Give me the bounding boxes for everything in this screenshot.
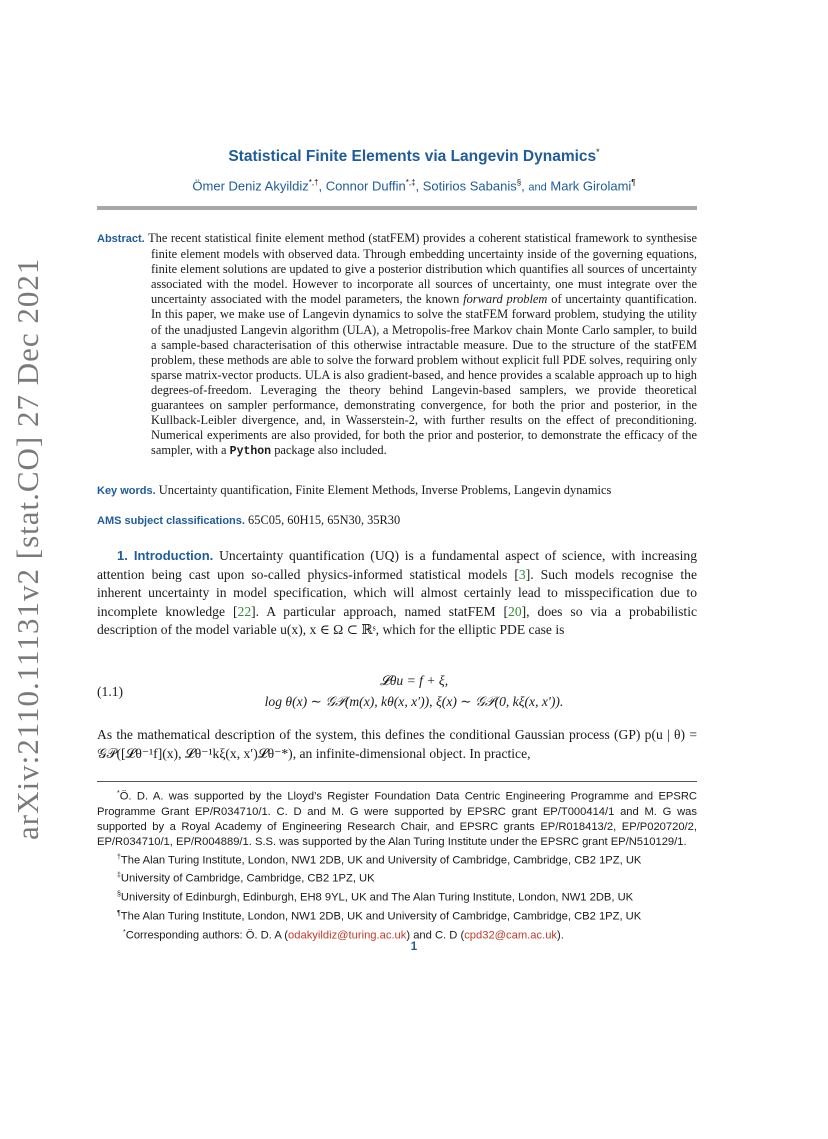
arxiv-identifier-stamp: arXiv:2110.11131v2 [stat.CO] 27 Dec 2021 — [10, 257, 45, 840]
funding-footnote — [97, 786, 697, 850]
title-footnote-mark: * — [596, 147, 600, 157]
affiliation-footnote — [97, 887, 697, 906]
footnote-text: ) and C. D ( — [406, 929, 465, 942]
footnote-text: Corresponding authors: Ö. D. A ( — [125, 929, 289, 942]
equation-line-2: log θ(x) ∼ 𝒢𝒫(m(x), kθ(x, x′)), ξ(x) ∼ 𝒢𝒫(0, kξ(x, x′)). — [264, 694, 564, 709]
author-name: Mark Girolami — [550, 178, 632, 194]
affiliation-footnote — [97, 868, 697, 887]
citation-link[interactable]: 22 — [237, 603, 252, 619]
abstract-text-3: package also included. — [274, 443, 387, 458]
ams-text: 65C05, 60H15, 65N30, 35R30 — [248, 513, 401, 527]
intro-text: ]. Such models recognise the inherent uncertainty in model specification, which will almost certainly lead to misspecification due to incomplete knowledge [ — [97, 566, 697, 619]
equation-line-1: 𝓛θu = f + ξ, — [379, 673, 449, 688]
paper-title — [0, 147, 828, 166]
footnote-mark: * — [123, 928, 126, 936]
abstract — [97, 231, 697, 459]
ams-classifications — [97, 513, 697, 529]
abstract-code: Python — [229, 445, 272, 459]
intro-text: ], does so via a probabilistic description of the model variable u(x), x ∈ Ω ⊂ ℝˢ, which for the elliptic PDE case is — [97, 603, 698, 638]
keywords-text: Uncertainty quantification, Finite Element Methods, Inverse Problems, Langevin dynamics — [158, 483, 612, 497]
footnote-text: University of Edinburgh, Edinburgh, EH8 9YL, UK and The Alan Turing Institute, London, NW1 2DB, UK — [120, 891, 634, 904]
abstract-label: Abstract. — [97, 233, 145, 245]
intro-text: Uncertainty quantification (UQ) is a fundamental aspect of science, with increasing attention being cast upon so-called physics-informed statistical models [ — [97, 548, 698, 582]
author-mark: *,‡ — [405, 178, 416, 187]
footnote-mark: § — [117, 891, 121, 899]
author-mark: *,† — [308, 178, 319, 187]
footnote-text: Ö. D. A. was supported by the Lloyd’s Register Foundation Data Centric Engineering Programme and EPSRC Programme Grant EP/R034710/1. C. D and M. G were supported by EPSRC grant EP/T000414/1 and M. G was supported by a Royal Academy of Engineering Research Chair, and EPSRC grants EP/R018413/2, EP/P020720/2, EP/R034710/1, EP/R004889/1. S.S. was supported by the Alan Turing Institute under the EPSRC grant EP/N510129/1. — [97, 790, 697, 848]
footnote-mark: ¶ — [117, 909, 121, 917]
footnote-divider — [97, 781, 697, 782]
paper-title-text: Statistical Finite Elements via Langevin Dynamics — [228, 148, 597, 166]
title-divider — [97, 206, 697, 210]
footnote-text: The Alan Turing Institute, London, NW1 2DB, UK and University of Cambridge, Cambridge, CB2 1PZ, UK — [120, 854, 642, 867]
section-heading: 1. Introduction. — [117, 548, 214, 563]
keywords — [97, 483, 697, 499]
page-number: 1 — [410, 941, 418, 953]
affiliation-footnote — [97, 906, 697, 925]
footnote-text: The Alan Turing Institute, London, NW1 2DB, UK and University of Cambridge, Cambridge, CB2 1PZ, UK — [120, 910, 642, 923]
ams-label: AMS subject classifications. — [97, 515, 245, 527]
author-name: Connor Duffin — [325, 178, 406, 194]
equation-number: (1.1) — [97, 684, 124, 699]
author-mark: ¶ — [631, 178, 636, 187]
body-paragraph: As the mathematical description of the system, this defines the conditional Gaussian process (GP) p(u | θ) = 𝒢𝒫([𝓛θ⁻¹f](x), 𝓛θ⁻¹kξ(x, x′)𝓛θ⁻*), an infinite-dimensional object. In practice, — [97, 727, 697, 761]
abstract-text-1: The recent statistical finite element method (statFEM) provides a coherent statistical framework to synthesise finite element models with observed data. Through embedding uncertainty inside of the governing equations, finite element solutions are updated to give a posterior distribution which quantifies all sources of uncertainty associated with the model. However to incorporate all sources of uncertainty, one must integrate over the uncertainty associated with the model parameters, the known — [148, 231, 697, 307]
footnote-text: University of Cambridge, Cambridge, CB2 1PZ, UK — [120, 873, 375, 886]
introduction-paragraph — [97, 547, 697, 640]
email-link[interactable]: cpd32@cam.ac.uk — [464, 929, 558, 942]
affiliation-footnote — [97, 850, 697, 869]
intro-text: ]. A particular approach, named statFEM [ — [251, 603, 509, 619]
keywords-label: Key words. — [97, 485, 156, 497]
email-link[interactable]: odakyildiz@turing.ac.uk — [288, 929, 407, 942]
citation-link[interactable]: 20 — [508, 603, 522, 619]
footnotes — [97, 786, 697, 943]
author-name: Sotirios Sabanis — [422, 178, 517, 194]
author-list: Ömer Deniz Akyildiz*,†, Connor Duffin*,‡, Sotirios Sabanis§, and Mark Girolami¶ — [192, 178, 636, 194]
abstract-text-2: of uncertainty quantification. In this paper, we make use of Langevin dynamics to solve the statFEM forward problem, studying the utility of the unadjusted Langevin algorithm (ULA), a Metropolis-free Markov chain Monte Carlo sampler, to build a sample-based characterisation of this otherwise intractable measure. Due to the structure of the statFEM problem, these methods are able to solve the forward problem without explicit full PDE solves, requiring only sparse matrix-vector products. ULA is also gradient-based, and hence provides a scalable approach up to high degrees-of-freedom. Leveraging the theory behind Langevin-based samplers, we provide theoretical guarantees on sampler performance, demonstrating convergence, for both the prior and posterior, in the Kullback-Leibler divergence, and, in Wasserstein-2, with further results on the effect of preconditioning. Numerical experiments are also provided, for both the prior and posterior, to demonstrate the efficacy of the sampler, with a — [151, 292, 697, 458]
footnote-mark: ‡ — [117, 872, 121, 880]
author-and: and — [528, 181, 547, 194]
abstract-emphasis: forward problem — [463, 292, 548, 307]
footnote-mark: † — [117, 853, 121, 861]
author-mark: § — [516, 178, 522, 187]
footnote-mark: * — [117, 790, 120, 797]
footnote-text: ). — [557, 929, 564, 942]
citation-link[interactable]: 3 — [518, 566, 526, 582]
author-name: Ömer Deniz Akyildiz — [192, 178, 309, 194]
